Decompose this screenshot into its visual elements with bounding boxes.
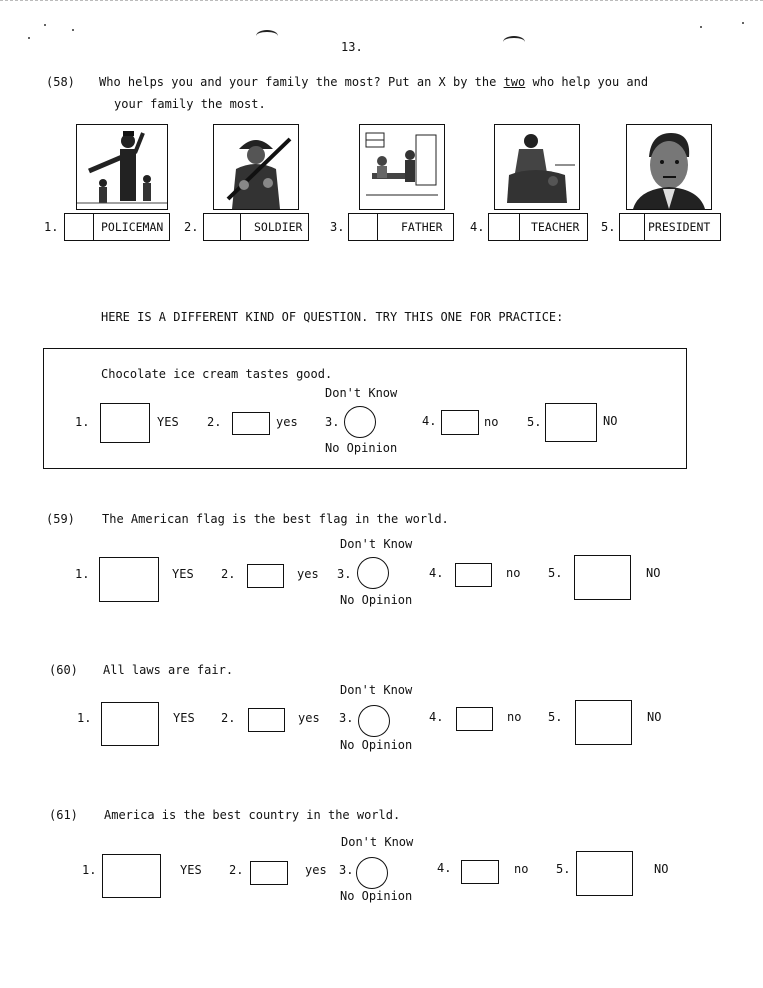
answer-box-yes[interactable]	[247, 564, 284, 588]
answer-box-no-strong[interactable]	[574, 555, 631, 600]
scale-label: NO	[647, 710, 662, 724]
scale-number: 2.	[229, 863, 244, 877]
scale-label: NO	[603, 414, 618, 428]
scale-number: 4.	[429, 710, 444, 724]
dont-know-label: Don't Know	[340, 683, 413, 697]
answer-box-no-strong[interactable]	[545, 403, 597, 442]
scale-number: 2.	[221, 711, 236, 725]
answer-box-policeman[interactable]	[64, 213, 170, 241]
pen-mark	[256, 30, 278, 42]
answer-circle-dont-know[interactable]	[357, 557, 389, 589]
top-edge	[0, 0, 763, 1]
scale-number: 3.	[339, 863, 354, 877]
scale-label: YES	[157, 415, 179, 429]
soldier-picture	[213, 124, 299, 210]
scale-number: 5.	[527, 415, 542, 429]
scale-number: 2.	[207, 415, 222, 429]
no-opinion-label: No Opinion	[340, 889, 413, 903]
no-opinion-label: No Opinion	[325, 441, 398, 455]
question-number-59: (59)	[46, 512, 75, 526]
scale-number: 4.	[429, 566, 444, 580]
q58-text-a: Who helps you and your family the most? Put an X by the	[99, 75, 504, 89]
scale-number: 1.	[77, 711, 92, 725]
answer-box-father[interactable]	[348, 213, 454, 241]
scale-label: yes	[297, 567, 319, 581]
scale-label: no	[514, 862, 529, 876]
speck	[700, 26, 702, 28]
scale-label: yes	[276, 415, 298, 429]
answer-circle-dont-know[interactable]	[358, 705, 390, 737]
question-60-statement: All laws are fair.	[103, 663, 234, 677]
scale-label: no	[506, 566, 521, 580]
question-58-line1	[99, 75, 648, 89]
page-number: 13.	[341, 40, 363, 54]
scale-label: no	[507, 710, 522, 724]
answer-box-no[interactable]	[441, 410, 479, 435]
q58-emphasis: two	[503, 75, 526, 89]
no-opinion-label: No Opinion	[340, 738, 413, 752]
scale-number: 4.	[422, 414, 437, 428]
scale-label: no	[484, 415, 499, 429]
scale-label: YES	[173, 711, 195, 725]
dont-know-label: Don't Know	[341, 835, 414, 849]
scale-label: yes	[298, 711, 320, 725]
answer-circle-dont-know[interactable]	[356, 857, 388, 889]
dont-know-label: Don't Know	[340, 537, 413, 551]
question-58-line2: your family the most.	[114, 97, 266, 111]
president-picture	[626, 124, 712, 210]
answer-box-no[interactable]	[456, 707, 493, 731]
checkbox[interactable]	[349, 214, 378, 240]
scale-label: NO	[654, 862, 669, 876]
answer-box-yes[interactable]	[250, 861, 288, 885]
scale-label: NO	[646, 566, 661, 580]
answer-circle-dont-know[interactable]	[344, 406, 376, 438]
answer-box-yes[interactable]	[232, 412, 270, 435]
scale-number: 2.	[221, 567, 236, 581]
answer-box-yes-strong[interactable]	[100, 403, 150, 443]
option-label: SOLDIER	[254, 220, 303, 234]
scale-number: 4.	[437, 861, 452, 875]
answer-box-yes-strong[interactable]	[102, 854, 161, 898]
option-number: 2.	[184, 220, 199, 234]
question-number-61: (61)	[49, 808, 78, 822]
answer-box-yes-strong[interactable]	[101, 702, 159, 746]
scale-label: YES	[180, 863, 202, 877]
scale-number: 3.	[337, 567, 352, 581]
option-number: 5.	[601, 220, 616, 234]
scale-label: YES	[172, 567, 194, 581]
no-opinion-label: No Opinion	[340, 593, 413, 607]
option-label: FATHER	[401, 220, 443, 234]
scale-number: 1.	[82, 863, 97, 877]
speck	[72, 29, 74, 31]
teacher-picture	[494, 124, 580, 210]
scale-number: 5.	[556, 862, 571, 876]
answer-box-yes[interactable]	[248, 708, 285, 732]
practice-statement: Chocolate ice cream tastes good.	[101, 367, 333, 381]
speck	[44, 24, 46, 26]
answer-box-no-strong[interactable]	[576, 851, 633, 896]
question-61-statement: America is the best country in the world.	[104, 808, 401, 822]
scale-label: yes	[305, 863, 327, 877]
scale-number: 1.	[75, 415, 90, 429]
q58-text-b: who help you and	[525, 75, 649, 89]
policeman-picture	[76, 124, 168, 210]
question-59-statement: The American flag is the best flag in the world.	[102, 512, 449, 526]
option-label: POLICEMAN	[101, 220, 164, 234]
option-number: 3.	[330, 220, 345, 234]
scale-number: 5.	[548, 710, 563, 724]
option-number: 1.	[44, 220, 59, 234]
answer-box-soldier[interactable]	[203, 213, 309, 241]
answer-box-yes-strong[interactable]	[99, 557, 159, 602]
speck	[742, 22, 744, 24]
practice-heading: HERE IS A DIFFERENT KIND OF QUESTION. TRY THIS ONE FOR PRACTICE:	[101, 310, 564, 324]
scale-number: 5.	[548, 566, 563, 580]
answer-box-no[interactable]	[461, 860, 499, 884]
answer-box-no-strong[interactable]	[575, 700, 632, 745]
option-label: PRESIDENT	[648, 220, 711, 234]
question-number-60: (60)	[49, 663, 78, 677]
pen-mark	[503, 36, 525, 48]
question-number-58: (58)	[46, 75, 75, 89]
answer-box-president[interactable]	[619, 213, 721, 241]
checkbox[interactable]	[204, 214, 241, 240]
option-label: TEACHER	[531, 220, 580, 234]
option-number: 4.	[470, 220, 485, 234]
speck	[28, 37, 30, 39]
scale-number: 3.	[339, 711, 354, 725]
checkbox[interactable]	[489, 214, 520, 240]
checkbox[interactable]	[620, 214, 645, 240]
dont-know-label: Don't Know	[325, 386, 398, 400]
scale-number: 1.	[75, 567, 90, 581]
answer-box-teacher[interactable]	[488, 213, 588, 241]
father-picture	[359, 124, 445, 210]
scale-number: 3.	[325, 415, 340, 429]
answer-box-no[interactable]	[455, 563, 492, 587]
checkbox[interactable]	[65, 214, 94, 240]
